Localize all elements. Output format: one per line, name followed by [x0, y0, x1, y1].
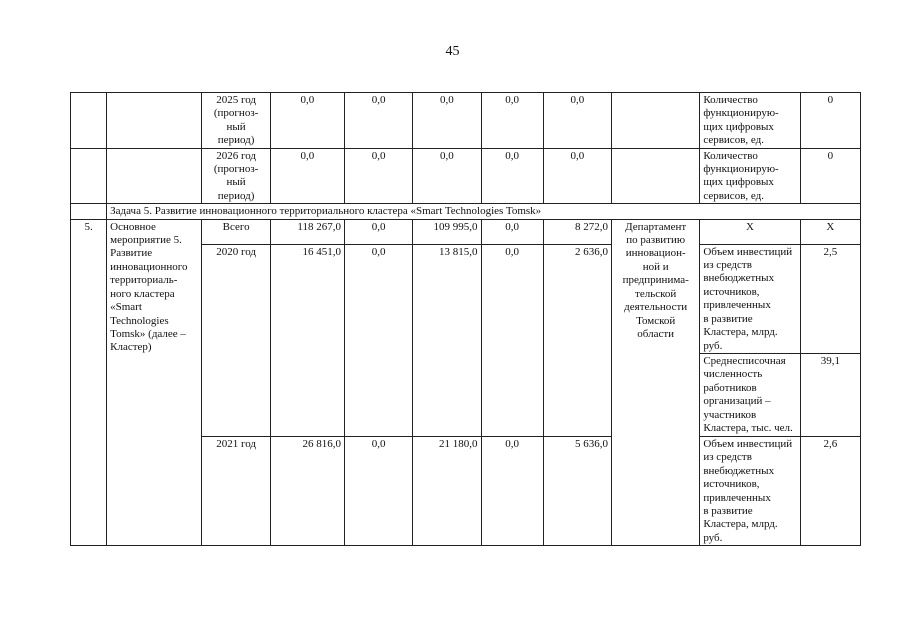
value-cell: 8 272,0 [543, 219, 611, 244]
indicator-cell: Количество функционирую- щих цифровых сервисов, ед. [700, 93, 800, 149]
value-cell: 26 816,0 [270, 436, 344, 545]
measure-name: Основное мероприятие 5. Развитие инновационного территориаль- ного кластера «Smart Technologies Tomsk» (далее – Кластер) [107, 219, 202, 546]
indicator-value-cell: 0 [800, 148, 860, 204]
value-cell: 0,0 [345, 244, 413, 436]
value-cell: 5 636,0 [543, 436, 611, 545]
empty-cell [71, 93, 107, 149]
empty-cell [71, 204, 107, 219]
indicator-value-cell: 2,6 [800, 436, 860, 545]
table-row-2026 [71, 148, 861, 204]
empty-cell [612, 148, 700, 204]
period-cell: 2025 год (прогноз- ный период) [202, 93, 270, 149]
value-cell: 0,0 [481, 219, 543, 244]
period-cell: 2020 год [202, 244, 270, 436]
indicator-cell: Х [700, 219, 800, 244]
value-cell: 0,0 [481, 244, 543, 436]
value-cell: 109 995,0 [413, 219, 481, 244]
executor-cell: Департамент по развитию инновацион- ной и предпринима- тельской деятельности Томской области [612, 219, 700, 546]
period-cell: 2021 год [202, 436, 270, 545]
indicator-cell: Количество функционирую- щих цифровых сервисов, ед. [700, 148, 800, 204]
value-cell: 0,0 [413, 148, 481, 204]
value-cell: 0,0 [543, 148, 611, 204]
indicator-value-cell: 39,1 [800, 353, 860, 436]
value-cell: 0,0 [345, 148, 413, 204]
budget-table [70, 92, 861, 546]
value-cell: 0,0 [481, 148, 543, 204]
value-cell: 16 451,0 [270, 244, 344, 436]
value-cell: 0,0 [481, 436, 543, 545]
value-cell: 13 815,0 [413, 244, 481, 436]
period-cell: 2026 год (прогноз- ный период) [202, 148, 270, 204]
value-cell: 0,0 [270, 93, 344, 149]
table-row-total [71, 219, 861, 244]
value-cell: 0,0 [345, 436, 413, 545]
row-number: 5. [71, 219, 107, 546]
value-cell: 118 267,0 [270, 219, 344, 244]
task-row [71, 204, 861, 219]
empty-cell [612, 93, 700, 149]
indicator-cell: Среднесписочная численность работников организаций – участников Кластера, тыс. чел. [700, 353, 800, 436]
page-number: 45 [445, 44, 460, 59]
value-cell: 0,0 [481, 93, 543, 149]
period-cell: Всего [202, 219, 270, 244]
value-cell: 0,0 [543, 93, 611, 149]
table-row-2025 [71, 93, 861, 149]
empty-cell [107, 93, 202, 149]
indicator-value-cell: Х [800, 219, 860, 244]
indicator-cell: Объем инвестиций из средств внебюджетных источников, привлеченных в развитие Кластера, млрд. руб. [700, 244, 800, 353]
indicator-value-cell: 2,5 [800, 244, 860, 353]
task-title: Задача 5. Развитие инновационного территориального кластера «Smart Technologies Tomsk» [107, 204, 861, 219]
value-cell: 2 636,0 [543, 244, 611, 436]
empty-cell [71, 148, 107, 204]
value-cell: 0,0 [413, 93, 481, 149]
value-cell: 21 180,0 [413, 436, 481, 545]
indicator-value-cell: 0 [800, 93, 860, 149]
value-cell: 0,0 [345, 219, 413, 244]
value-cell: 0,0 [345, 93, 413, 149]
indicator-cell: Объем инвестиций из средств внебюджетных источников, привлеченных в развитие Кластера, млрд. руб. [700, 436, 800, 545]
value-cell: 0,0 [270, 148, 344, 204]
empty-cell [107, 148, 202, 204]
